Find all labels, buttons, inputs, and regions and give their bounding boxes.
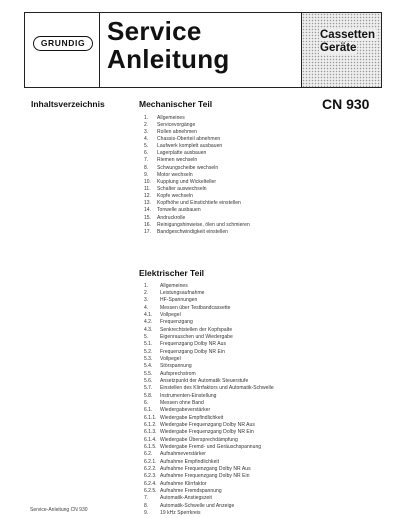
toc-entry-number: 6.2.5. (144, 487, 157, 494)
contents-heading: Inhaltsverzeichnis (31, 99, 105, 109)
toc-entry-title: Frequenzgang Dolby NR Aus (160, 341, 227, 348)
toc-entry (144, 214, 376, 221)
toc-entry-number: 8. (144, 502, 149, 509)
toc-entry-title: Schalter auswechseln (157, 185, 207, 192)
toc-entry-number: 6.1.4. (144, 436, 157, 443)
toc-entry-number: 2. (144, 289, 149, 296)
toc-entry-title: Eigenrauschen und Wiedergabe (160, 333, 233, 340)
toc-entry-number: 6.1.2. (144, 421, 157, 428)
toc-entry (144, 200, 376, 207)
toc-entry (144, 458, 376, 465)
toc-entry-number: 10. (144, 178, 151, 185)
toc-entry-title: Lagerplatte ausbauen (157, 150, 207, 157)
category-line2: Geräte (320, 42, 357, 54)
toc-entry (144, 465, 376, 472)
toc-entry (144, 385, 376, 392)
header-divider-left (99, 13, 100, 87)
toc-entry-title: Aufnahmeverstärker (160, 451, 206, 458)
toc-entry (144, 311, 376, 318)
toc-entry (144, 128, 376, 135)
toc-entry-title: Aufsprechstrom (160, 370, 196, 377)
toc-entry-number: 13. (144, 200, 151, 207)
toc-entry-number: 6.1.5. (144, 443, 157, 450)
toc-entry (144, 304, 376, 311)
toc-entry-title: Motor wechseln (157, 171, 193, 178)
toc-entry-title: Servicevorgänge (157, 121, 196, 128)
toc-entry (144, 121, 376, 128)
electrical-toc (144, 282, 376, 517)
toc-entry (144, 221, 376, 228)
toc-entry-number: 6.2.4. (144, 480, 157, 487)
toc-entry-number: 6.2.2. (144, 465, 157, 472)
toc-entry-title: Wiedergabe Fremd- und Geräuschspannung (160, 443, 262, 450)
toc-entry (144, 451, 376, 458)
toc-entry-title: Aufnahme Empfindlichkeit (160, 458, 220, 465)
toc-entry (144, 319, 376, 326)
toc-entry-title: Aufnahme Fremdspannung (160, 487, 222, 494)
toc-entry-number: 5.8. (144, 392, 153, 399)
toc-entry (144, 473, 376, 480)
toc-entry-title: Wiedergabeverstärker (160, 407, 211, 414)
toc-entry-number: 6. (144, 399, 149, 406)
toc-entry (144, 407, 376, 414)
toc-entry-title: Einstellen des Klirrfaktors und Automatik-Schwelle (160, 385, 274, 392)
toc-entry-number: 7. (144, 495, 149, 502)
toc-entry-title: Aufnahme Klirrfaktor (160, 480, 207, 487)
toc-entry-number: 2. (144, 121, 149, 128)
toc-entry-number: 8. (144, 164, 149, 171)
toc-entry-title: Kopfhöhe und Einstichtiefe einstellen (157, 200, 241, 207)
toc-entry (144, 502, 376, 509)
toc-entry-title: Automatik-Schwelle und Anzeige (160, 502, 235, 509)
toc-entry (144, 297, 376, 304)
toc-entry-number: 4. (144, 304, 149, 311)
toc-entry (144, 114, 376, 121)
title-service: Service (107, 16, 202, 46)
toc-entry-number: 9. (144, 509, 149, 516)
toc-entry-number: 4.3. (144, 326, 153, 333)
toc-entry (144, 443, 376, 450)
toc-entry-title: Vollpegel (160, 311, 181, 318)
toc-entry-number: 3. (144, 297, 149, 304)
toc-entry-title: Schwungscheibe wechseln (157, 164, 219, 171)
toc-entry-number: 5.6. (144, 377, 153, 384)
toc-entry (144, 164, 376, 171)
toc-entry (144, 487, 376, 494)
toc-entry-number: 5.1. (144, 341, 153, 348)
toc-entry (144, 495, 376, 502)
toc-entry (144, 363, 376, 370)
toc-entry (144, 355, 376, 362)
toc-entry (144, 333, 376, 340)
toc-entry (144, 392, 376, 399)
electrical-heading: Elektrischer Teil (139, 268, 205, 278)
toc-entry-title: Bandgeschwindigkeit einstellen (157, 228, 228, 235)
footer-text: Service-Anleitung CN 930 (30, 507, 88, 513)
toc-entry-number: 6.2.1. (144, 458, 157, 465)
toc-entry (144, 326, 376, 333)
toc-entry-number: 1. (144, 114, 149, 121)
toc-entry (144, 150, 376, 157)
toc-entry-title: Wiedergabe Frequenzgang Dolby NR Aus (160, 421, 255, 428)
toc-entry-number: 3. (144, 128, 149, 135)
toc-entry (144, 228, 376, 235)
toc-entry (144, 193, 376, 200)
toc-entry-title: HF-Spannungen (160, 297, 198, 304)
toc-entry-number: 1. (144, 282, 149, 289)
title-anleitung: Anleitung (107, 44, 230, 74)
toc-entry-number: 6.2.3. (144, 473, 157, 480)
toc-entry-title: Senkrechtstellen der Kopfspalte (160, 326, 233, 333)
toc-entry-title: Allgemeines (160, 282, 188, 289)
toc-entry-title: Messen über Testbandcassette (160, 304, 231, 311)
title-block (24, 12, 382, 88)
toc-entry-number: 14. (144, 207, 151, 214)
toc-entry (144, 399, 376, 406)
toc-entry (144, 341, 376, 348)
toc-entry-number: 16. (144, 221, 151, 228)
toc-entry (144, 289, 376, 296)
toc-entry-number: 4.2. (144, 319, 153, 326)
toc-entry (144, 348, 376, 355)
toc-entry-title: Frequenzgang (160, 319, 193, 326)
toc-entry (144, 377, 376, 384)
toc-entry-number: 5.2. (144, 348, 153, 355)
toc-entry-title: Aufnahme Frequenzgang Dolby NR Ein (160, 473, 250, 480)
toc-entry-number: 5.7. (144, 385, 153, 392)
toc-entry-title: Riemen wechseln (157, 157, 198, 164)
toc-entry-number: 5.4. (144, 363, 153, 370)
toc-entry-number: 17. (144, 228, 151, 235)
toc-entry (144, 429, 376, 436)
toc-entry-title: Messen ohne Band (160, 399, 204, 406)
toc-entry-number: 5.3. (144, 355, 153, 362)
toc-entry (144, 414, 376, 421)
toc-entry-number: 12. (144, 193, 151, 200)
toc-entry-title: Laufwerk komplett ausbauen (157, 143, 223, 150)
toc-entry-title: Automatik-Anstiegszeit (160, 495, 212, 502)
toc-entry-number: 6.1.1. (144, 414, 157, 421)
toc-entry (144, 421, 376, 428)
model-number: CN 930 (322, 96, 370, 112)
toc-entry-title: Allgemeines (157, 114, 185, 121)
toc-entry (144, 282, 376, 289)
toc-entry (144, 436, 376, 443)
toc-entry-title: Störspannung (160, 363, 192, 370)
toc-entry-number: 6.2. (144, 451, 153, 458)
toc-entry-number: 11. (144, 185, 151, 192)
toc-entry-number: 7. (144, 157, 149, 164)
mechanical-toc (144, 114, 376, 235)
toc-entry-title: Ansetzpunkt der Automatik Steuerstufe (160, 377, 249, 384)
toc-entry (144, 370, 376, 377)
toc-entry-title: 19 kHz Sperrkreis (160, 509, 201, 516)
toc-entry (144, 207, 376, 214)
mechanical-heading: Mechanischer Teil (139, 99, 213, 109)
toc-entry-title: Aufnahme Frequenzgang Dolby NR Aus (160, 465, 251, 472)
toc-entry-title: Reinigungshinweise, ölen und schmieren (157, 221, 250, 228)
toc-entry (144, 135, 376, 142)
toc-entry-title: Kopfe wechseln (157, 193, 194, 200)
toc-entry-title: Tonwelle ausbauen (157, 207, 201, 214)
grundig-logo: GRUNDIG (33, 36, 93, 51)
toc-entry (144, 480, 376, 487)
toc-entry-number: 6.1. (144, 407, 153, 414)
category-line1: Cassetten (320, 29, 375, 41)
toc-entry-number: 5.5. (144, 370, 153, 377)
toc-entry-title: Rollen abnehmen (157, 128, 197, 135)
toc-entry-number: 5. (144, 333, 149, 340)
toc-entry (144, 178, 376, 185)
toc-entry-number: 4. (144, 135, 149, 142)
toc-entry-title: Vollpegel (160, 355, 181, 362)
toc-entry-number: 4.1. (144, 311, 153, 318)
toc-entry (144, 143, 376, 150)
toc-entry (144, 185, 376, 192)
toc-entry (144, 157, 376, 164)
toc-entry-title: Wiedergabe Frequenzgang Dolby NR Ein (160, 429, 254, 436)
toc-entry-title: Andruckrolle (157, 214, 186, 221)
toc-entry-number: 9. (144, 171, 149, 178)
toc-entry (144, 171, 376, 178)
toc-entry-title: Frequenzgang Dolby NR Ein (160, 348, 225, 355)
toc-entry-number: 6. (144, 150, 149, 157)
toc-entry-title: Kupplung und Wickelteller (157, 178, 217, 185)
toc-entry-title: Wiedergabe Übersprechdämpfung (160, 436, 238, 443)
toc-entry-number: 6.1.3. (144, 429, 157, 436)
toc-entry-title: Instrumenten-Einstellung (160, 392, 217, 399)
toc-entry-number: 15. (144, 214, 151, 221)
toc-entry (144, 509, 376, 516)
toc-entry-number: 5. (144, 143, 149, 150)
toc-entry-title: Chassis-Oberteil abnehmen (157, 135, 221, 142)
toc-entry-title: Leistungsaufnahme (160, 289, 205, 296)
toc-entry-title: Wiedergabe Empfindlichkeit (160, 414, 224, 421)
